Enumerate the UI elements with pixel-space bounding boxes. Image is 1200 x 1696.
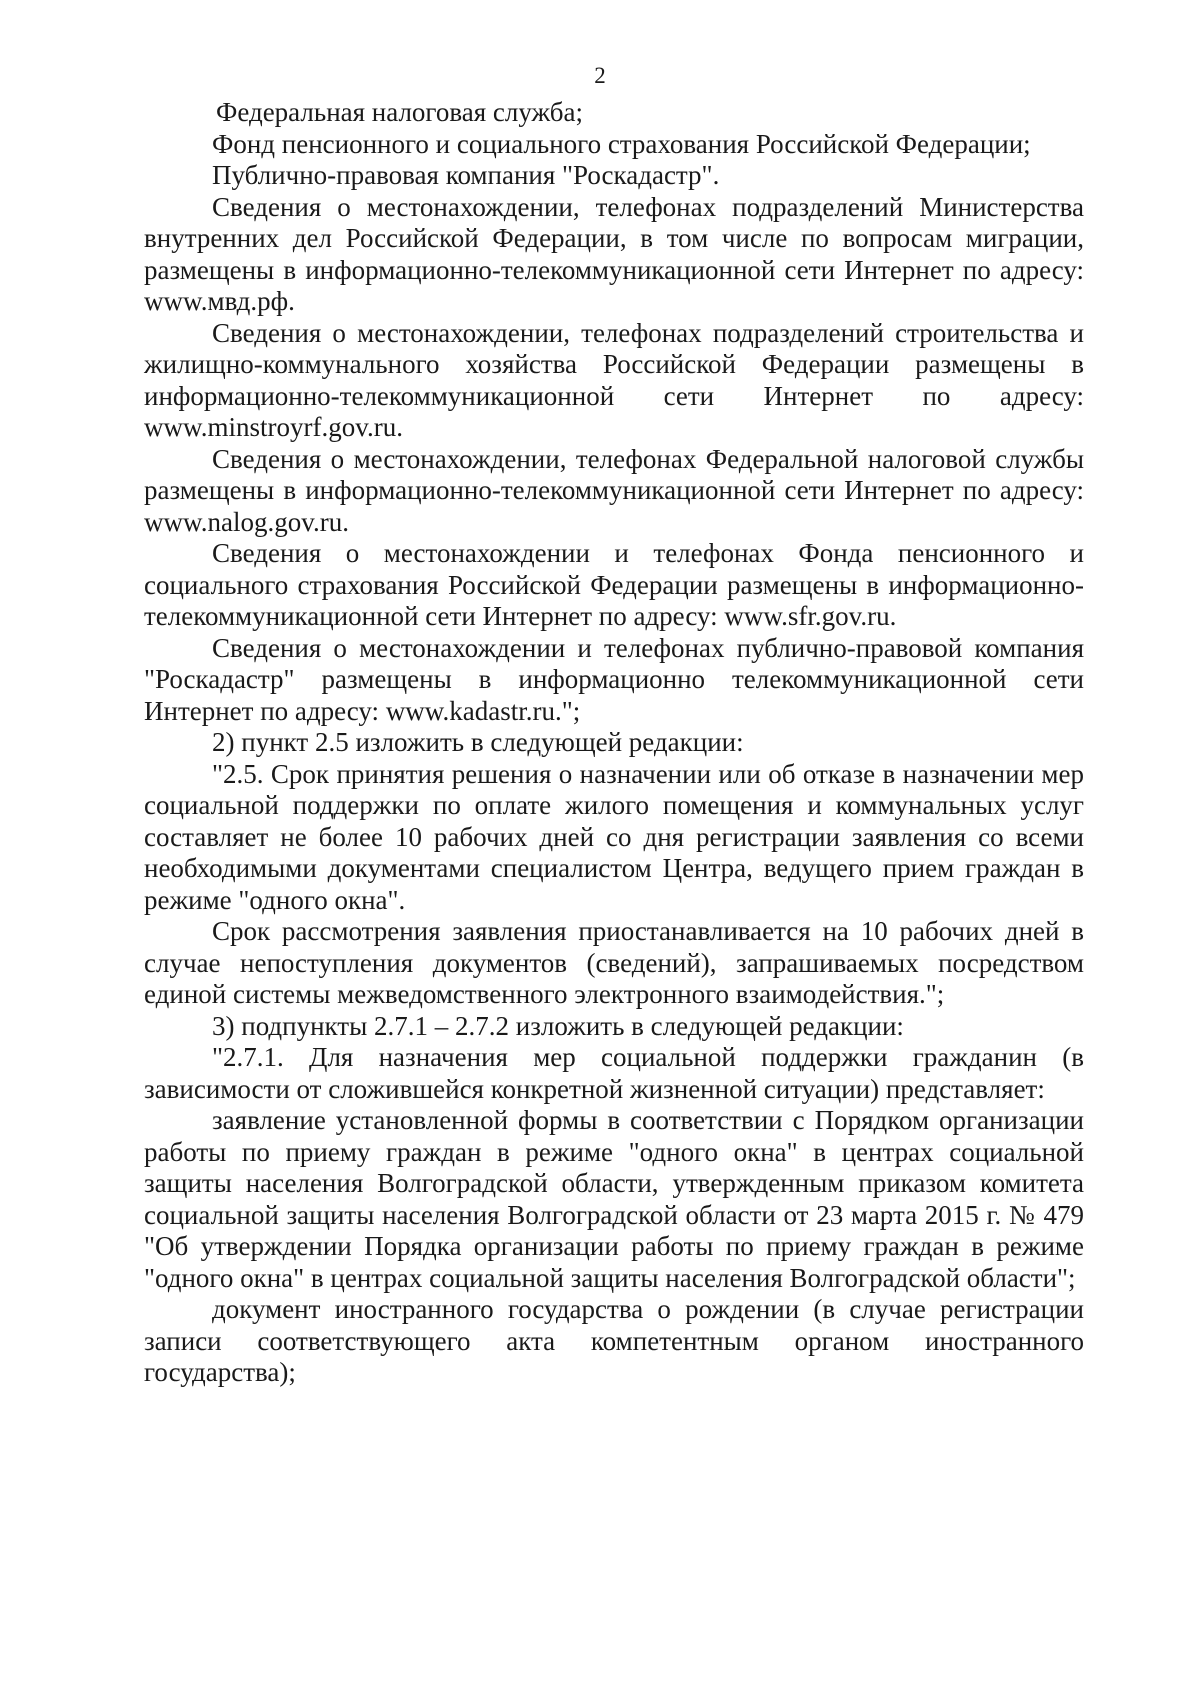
- paragraph-clause-2-5: "2.5. Срок принятия решения о назначении или об отказе в назначении мер социальной поддержки по оплате жилого помещения и коммунальных услуг составляет не более 10 рабочих дней со дня регистрации заявления со всеми необходимыми документами специалистом Центра, ведущего прием граждан в режиме "одного окна".: [144, 758, 1084, 915]
- paragraph-mvd-info: Сведения о местонахождении, телефонах подразделений Министерства внутренних дел Российской Федерации, в том числе по вопросам миграции, размещены в информационно-телекоммуникационной сети Интернет по адресу: www.мвд.рф.: [144, 191, 1084, 316]
- paragraph-sfr: Фонд пенсионного и социального страхования Российской Федерации;: [212, 128, 1031, 159]
- paragraph-fns: Федеральная налоговая служба;: [216, 97, 584, 127]
- paragraph-minstroy-info: Сведения о местонахождении, телефонах подразделений строительства и жилищно-коммунального хозяйства Российской Федерации размещены в информационно-телекоммуникационной сети Интернет по адресу: www.minstroyrf.gov.ru.: [144, 317, 1084, 442]
- paragraph-roskadastr: Публично-правовая компания "Роскадастр".: [212, 160, 720, 190]
- paragraph-suspension: Срок рассмотрения заявления приостанавливается на 10 рабочих дней в случае непоступления документов (сведений), запрашиваемых посредством единой системы межведомственного электронного взаимодействия.";: [144, 916, 1084, 1009]
- paragraph-item-2: 2) пункт 2.5 изложить в следующей редакции:: [212, 727, 744, 757]
- paragraph-sfr-info: Сведения о местонахождении и телефонах Фонда пенсионного и социального страхования Российской Федерации размещены в информационно-телекоммуникационной сети Интернет по адресу: www.sfr.gov.ru.: [144, 538, 1084, 631]
- paragraph-application-form: заявление установленной формы в соответствии с Порядком организации работы по приему граждан в режиме "одного окна" в центрах социальной защиты населения Волгоградской области, утвержденным приказом комитета социальной защиты населения Волгоградской области от 23 марта 2015 г. № 479 "Об утверждении Порядка организации работы по приему граждан в режиме "одного окна" в центрах социальной защиты населения Волгоградской области";: [144, 1105, 1084, 1293]
- paragraph-nalog-info: Сведения о местонахождении, телефонах Федеральной налоговой службы размещены в информационно-телекоммуникационной сети Интернет по адресу: www.nalog.gov.ru.: [144, 443, 1084, 537]
- document-body: [144, 97, 1084, 1389]
- paragraph-clause-2-7-1: "2.7.1. Для назначения мер социальной поддержки гражданин (в зависимости от сложившейся конкретной жизненной ситуации) представляет:: [144, 1042, 1084, 1104]
- paragraph-foreign-document: документ иностранного государства о рождении (в случае регистрации записи соответствующего акта компетентным органом иностранного государства);: [144, 1294, 1084, 1387]
- page-number: 2: [594, 63, 606, 88]
- paragraph-item-3: 3) подпункты 2.7.1 – 2.7.2 изложить в следующей редакции:: [212, 1010, 904, 1041]
- paragraph-kadastr-info: Сведения о местонахождении и телефонах публично-правовой компания "Роскадастр" размещены в информационно телекоммуникационной сети Интернет по адресу: www.kadastr.ru.";: [144, 632, 1084, 726]
